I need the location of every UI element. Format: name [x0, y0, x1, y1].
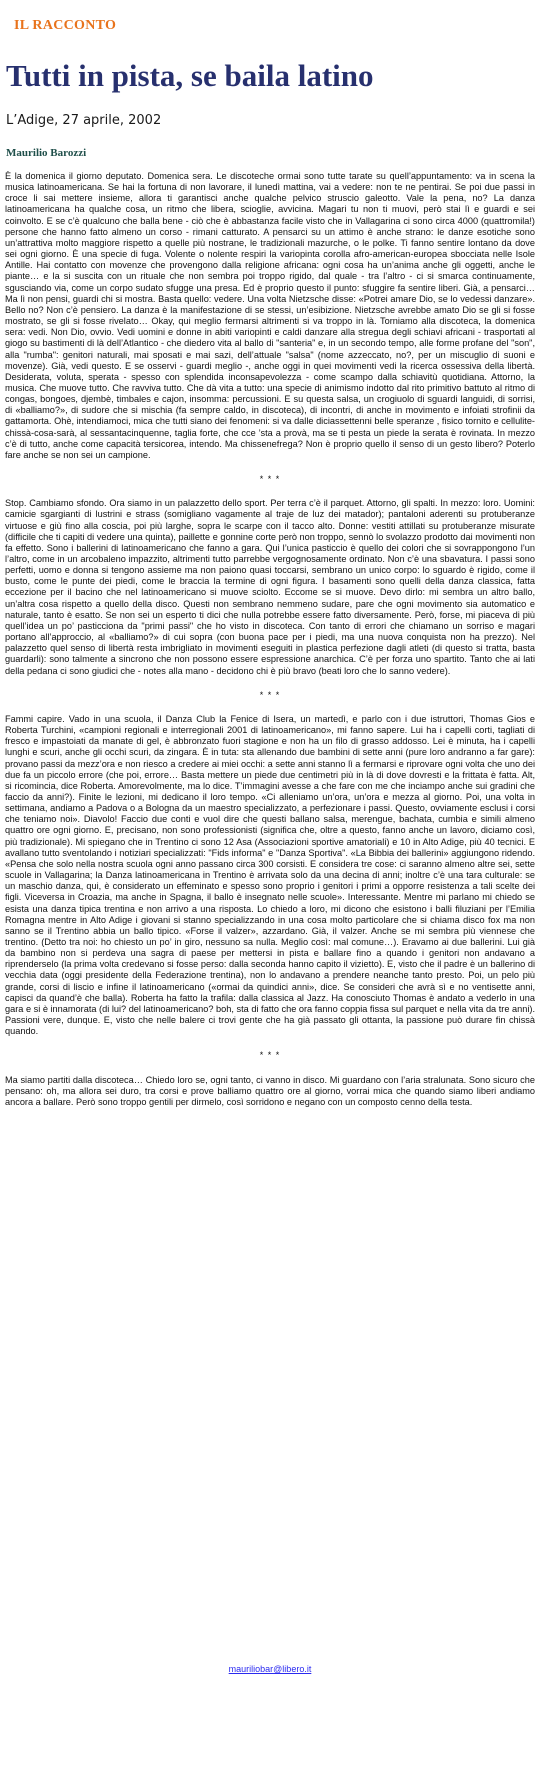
footer	[0, 1659, 540, 1677]
article-title: Tutti in pista, se baila latino	[6, 58, 374, 93]
article-paragraph: Fammi capire. Vado in una scuola, il Danza Club la Fenice di Isera, un martedì, e parlo con i due istruttori, Thomas Gios e Roberta Turchini, «campioni regionali e interregionali 2001 di latinoamericano», mi fanno sapere. Lui ha i capelli corti, tagliati di fresco e impastoiati da manate di gel, è abbronzato fuori stagione e non ha un filo di grasso addosso. Lei è minuta, ha i capelli lunghi e scuri, anche gli occhi scuri, da zingara. È in tuta: sta allenando due bambini di sette anni (pure loro andranno a far gare): provano passi da mezz’ora e non riesco a credere ai miei occhi: a sette anni stanno lì a fermarsi e riprovare ogni volta che uno dei due fa un piccolo errore (che poi, errore… Basta mettere un piede due centimetri più in là di dove dovresti e la frittata è fatta. Alt, si ricomincia, dice Roberta. Amorevolmente, ma lo dice. T’immagini avesse a che fare con me che inciampo anche sui gradini che faccio da anni?). Finite le lezioni, mi dedicano il loro tempo. «Ci alleniamo un’ora, un’ora e mezza al giorno. Poi, una volta in settimana, andiamo a Padova o a Bologna da un maestro specializzato, a perfezionare i passi. Questo, ovviamente esclusi i corsi che teniamo noi». Diavolo! Faccio due conti e vuol dire che questi ballano salsa, merengue, bachata, cumbia e simili almeno quattro ore ogni giorno. E, precisano, non sono professionisti (significa che, oltre a questo, fanno anche un lavoro, diciamo così, più tradizionale). Mi spiegano che in Trentino ci sono 12 Asa (Associazioni sportive amatoriali) e 10 in Alto Adige, più 40 tecnici. E avallano tutto sventolando i notiziari specializzati: "Fids informa" e "Danza Sportiva". «La Bibbia dei ballerini» aggiungono ridendo. «Pensa che solo nella nostra scuola ogni anno passano circa 300 corsisti. E considera tre cose: ci saranno almeno altre sei, sette scuole in Vallagarina; la Danza latinoamericana in Trentino è arrivata solo da una decina di anni; inoltre c’è una tara culturale: se un maschio danza, qui, è considerato un effeminato e spesso sono proprio i genitori i primi a opporre resistenza a tali scelte dei figli. Viceversa in Croazia, ma anche in Spagna, il ballo è insegnato nelle scuole». Interessante. Mentre mi parlano mi chiedo se esista una danza tipica trentina e non arrivo a una risposta. Lo chiedo a loro, mi dicono che esistono i balli filuziani per l’Emilia Romagna mentre in Alto Adige i giovani si stanno specializzando in una cosa molto particolare che si chiama disco fox ma non sanno se il Trentino abbia un ballo tipico. «Forse il valzer», azzardano. Già, il valzer. Anche se mi sembra più viennese che trentino. (Detto tra noi: ho chiesto un po’ in giro, nessuno sa nulla. Meglio così: mal comune…). Eravamo ai due ballerini. Lui già da bambino non si perdeva una sagra di paese per mettersi in pista e ballare fino a quando i genitori non andavano a riprenderselo (la prima volta credevano si fosse perso: dalla seconda hanno capito il vizietto). E, visto che il padre è un ballerino di vecchia data (oggi presidente della Federazione trentina), non lo andavano a prendere neanche tanto presto. Poi, un pelo più grande, corsi di liscio e infine il latinoamericano («ormai da quindici anni», dice. Se consideri che avrà sì e no ventisette anni, capisci da quand’è che balla). Roberta ha fatto la trafila: dalla classica al Jazz. Ha conosciuto Thomas è andato a vederlo in una gara e si è innamorata (di lui? del latinoamericano? boh, sta di fatto che ora fanno coppia fissa sul parquet e nella vita da tre anni). Passioni vere, dunque. E, visto che nelle balere ci trovi gente che ha già passato gli ottanta, la passione può durare fin chissà quando.	[5, 713, 535, 1037]
publication-source: L’Adige, 27 aprile, 2002	[6, 113, 162, 128]
article-paragraph: È la domenica il giorno deputato. Domenica sera. Le discoteche ormai sono tutte tarate su quell’appuntamento: va in scena la musica latinoamericana. Se hai la fortuna di non lavorare, il lunedì mattina, vai a vedere: non te ne pentirai. Se poi due passi in croce li sai mettere insieme, allora ti garantisci anche qualche pelvico struscio galeotto. Vale la pena, no? La danza latinoamericana ha qualche cosa, un ritmo che libera, scioglie, avvicina. Magari tu non ti muovi, però stai lì e guardi e sei coinvolto. E se c’è qualcuno che balla bene - ciò che è abbastanza facile visto che in Vallagarina ci sono circa 4000 (quattromila!) persone che hanno fatto almeno un corso - rimani catturato. A pensarci su un attimo è anche strano: le danze esotiche sono un’attrattiva molto maggiore rispetto a quelle più nostrane, le tradizionali mazurche, o le polke. Ti fanno sentire lontano da dove sei ogni giorno. È una specie di fuga. Volente o nolente respiri la variopinta corolla afro-american-europea sbocciata nelle Isole Antille. Hai contatto con movenze che provengono dalla religione africana: ogni cosa ha un’anima anche gli oggetti, anche le piante… e la si suscita con un rituale che non sembra poi troppo rigido, dal quale - tra l’altro - ci si smarca continuamente, sgusciando via, come un corpo sudato sfugge una presa. Ed è proprio questo il punto: sfuggire fa sentire liberi. Già, a pensarci… Ma lì non pensi, guardi chi si mostra. Basta quello: vedere. Una volta Nietzsche disse: «Potrei amare Dio, se lo vedessi danzare». Bello no? Non c’è pensiero. La danza è la manifestazione di se stessi, un’esibizione. Nietzsche avrebbe amato Dio se gli si fosse mostrato, se gli si fosse rivelato… Okay, qui meglio fermarsi altrimenti si va troppo in là. Torniamo alla discoteca, la domenica sera: vedi. Non Dio, ovvio. Vedi uomini e donne in abiti variopinti e caldi danzare alla stregua degli schiavi africani - trasportati al giogo su bastimenti di là dell’Atlantico - che diedero vita al ballo di "santeria" e, in un secondo tempo, alle forme profane del "son", alla "rumba": genitori naturali, mai sposati e mai sazi, dell’attuale "salsa" (nome azzeccato, no?, per un miscuglio di suoni e movenze). Già, vedi questo. E se osservi - guardi meglio -, anche oggi in quei movimenti vedi la ricerca ossessiva della libertà. Desiderata, voluta, sperata - spesso con splendida inconsapevolezza - come scampo dalla schiavitù quotidiana. Attorno, la musica. Che muove tutto. Che ravviva tutto. Che dà vita a tutto: una specie di animismo indotto dal rito primitivo battuto al ritmo di congas, bongoes, djembè, timbales e cajon, insomma: percussioni. E su questa salsa, un crogiuolo di sguardi languidi, di sorrisi, di «balliamo?», di sudore che si mischia (fa sempre caldo, in discoteca), di incontri, di anche in movimento e infoiati strofinii da gattamorta. Ohè, intendiamoci, mica che tutti siano dei fenomeni: si va dalle diciassettenni belle speranze , fisico tornito e cellulite-chissà-cosa-sarà, al sessantacinquenne, taglia forte, che cce ’sta a provà, ma se ti pesta un piede la serata è rovinata. In mezzo c’è di tutto, anche come capacità tersicorea, intendo. Ma chissenefrega? Non è proprio quello il senso di un gesto libero? Poterlo fare anche se non sei un campione.	[5, 171, 535, 460]
author-name: Maurilio Barozzi	[6, 147, 87, 159]
section-label: IL RACCONTO	[14, 18, 117, 33]
section-separator: * * *	[259, 474, 281, 485]
article-paragraph: Ma siamo partiti dalla discoteca… Chiedo loro se, ogni tanto, ci vanno in disco. Mi guardano con l’aria stralunata. Sono sicuro che pensano: oh, ma allora sei duro, tra corsi e prove balliamo quattro ore al giorno, vorrai mica che quando siamo liberi andiamo ancora a ballare. Però sono troppo gentili per dirmelo, così sorridono e negano con un composto cenno della testa.	[5, 1074, 535, 1107]
article-body	[5, 171, 535, 1108]
section-separator: * * *	[259, 689, 281, 700]
article-paragraph: Stop. Cambiamo sfondo. Ora siamo in un palazzetto dello sport. Per terra c’è il parquet. Attorno, gli spalti. In mezzo: loro. Uomini: camicie sgargianti di lustrini e strass (somigliano vagamente al traje de luz dei matador); pantaloni aderenti su protuberanze virtuose e giù fino alla coscia, poi più larghe, sopra le scarpe con il tacco alto. Donne: vestiti attillati su protuberanze misurate (difficile che ti capiti di vedere una quinta), paillette e gonnine corte però non troppo, sennò lo svolazzo prodotto dai movimenti non fa effetto. Sono i ballerini di latinoamericano che fanno a gara. Qui l’unica pasticcio è quello dei colori che si sovrappongono l’un l’altro, come in un arcobaleno impazzito, altrimenti tutto parrebbe vergognosamente ordinato. Non c’è una sbavatura. I passi sono perfetti, uomo e donna si tengono assieme ma non paiono quasi toccarsi, sembrano un unico corpo: lo sguardo è rigido, come il busto, come le punte dei piedi, come le braccia la termine di ogni figura. I basamenti sono quelli della danza classica, fatta eccezione per il bacino che nel latinoamericano si muove sciolto. Eccome se si muove. Devo dirlo: mi sembra un altro ballo, un’altra cosa rispetto a quello della disco. Questi non sembrano nemmeno sudare, pare che ogni movimento sia automatico e naturale, tanto è esatto. Se non sei un esperto ti dici che nulla potrebbe essere fatto diversamente. Però, forse, mi piaceva di più quell’idea un po’ pasticciona da "primi passi" che ho visto in discoteca. Con tanto di errori che chiamano un sorriso e magari portano all’approccio, al «balliamo?» di cui sopra (con buona pace per i piedi, ma una nuova conquista non ha prezzo). Nel palazzetto quel senso di libertà resta imbrigliato in movimenti eseguiti in plastica perfezione dagli atleti (di questo si tratta, basta guardarli): sono talmente a sincrono che non possono essere espressione anarchica. C’è per forza uno spartito. Tanto che ai lati della pedana ci sono giudici che - notes alla mano - decidono chi è più bravo (beati loro che lo sanno vedere).	[5, 498, 535, 676]
author-email-link[interactable]: mauriliobar@libero.it	[228, 1664, 312, 1674]
section-separator: * * *	[259, 1050, 281, 1061]
